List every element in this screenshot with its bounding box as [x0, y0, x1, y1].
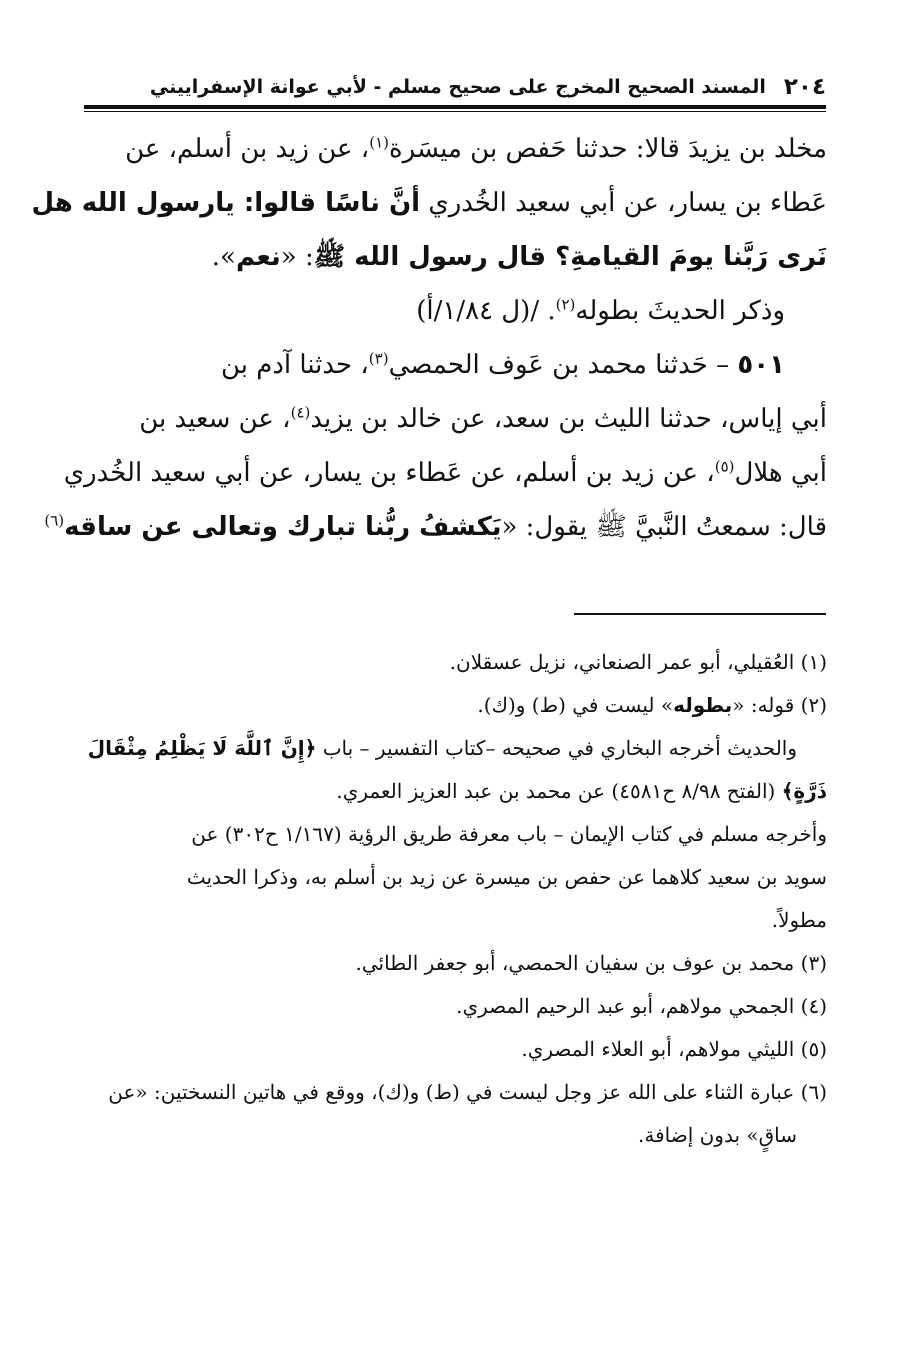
hadith-text: أنَّ ناسًا قالوا: يارسول الله هل — [31, 188, 421, 218]
running-header — [84, 66, 826, 108]
footnote-1: (١) العُقيلي، أبو عمر الصنعاني، نزيل عسقلان. — [449, 650, 827, 674]
text-span: ، عن سعيد بن — [139, 404, 291, 434]
footnote-ref: (١) — [369, 133, 389, 152]
manuscript-ref: . /(ل ١/٨٤/أ) — [416, 296, 556, 326]
footnote-2-cont: مطولاً. — [771, 908, 827, 932]
footnote-6: (٦) عبارة الثناء على الله عز وجل ليست في (ط) و(ك)، ووقع في هاتين النسختين: «عن — [108, 1080, 827, 1104]
hadith-number: ٥٠١ — [737, 350, 785, 380]
quoted-word: بطوله — [673, 693, 733, 717]
footnote-2-cont — [87, 727, 827, 770]
text-span: أبي هلال — [734, 458, 827, 488]
text-span: ، عن زيد بن أسلم، عن عَطاء بن يسار، عن أبي سعيد الخُدري — [63, 458, 715, 488]
text-span: (الفتح ٨/٩٨ ح٤٥٨١) عن محمد بن عبد العزيز العمري. — [336, 779, 782, 803]
page-number: ٢٠٤ — [783, 74, 826, 100]
footnotes — [87, 641, 827, 1157]
hadith-text: يَكشفُ ربُّنا تبارك وتعالى عن ساقه — [64, 512, 502, 542]
footnote-3: (٣) محمد بن عوف بن سفيان الحمصي، أبو جعفر الطائي. — [355, 951, 827, 975]
text-line — [80, 338, 827, 392]
footnote-4: (٤) الجمحي مولاهم، أبو عبد الرحيم المصري. — [456, 994, 827, 1018]
text-span: (٢) قوله: « — [732, 693, 827, 717]
text-span: – حَدثنا محمد بن عَوف الحمصي — [388, 350, 738, 380]
text-span: مخلد بن يزيدَ قالا: حدثنا حَفص بن ميسَرة — [388, 134, 827, 164]
header-rule-thin — [84, 111, 826, 112]
footnote-2-cont: سويد بن سعيد كلاهما عن حفص بن ميسرة عن زيد بن أسلم به، وذكرا الحديث — [186, 865, 827, 889]
text-span: عَطاء بن يسار، عن أبي سعيد الخُدري — [420, 188, 827, 218]
hadith-text: نَرى رَبَّنا يومَ القيامةِ؟ قال رسول الله ﷺ — [313, 242, 827, 272]
text-span: » ليست في (ط) و(ك). — [477, 693, 674, 717]
quran-verse: ذَرَّةٍ﴾ — [781, 779, 827, 803]
footnote-5: (٥) الليثي مولاهم، أبو العلاء المصري. — [521, 1037, 827, 1061]
footnote-2 — [92, 684, 827, 727]
text-line — [31, 176, 827, 230]
text-span: : « — [280, 242, 314, 272]
text-span: ، عن زيد بن أسلم، عن — [125, 134, 370, 164]
footnote-ref: (٦) — [44, 511, 65, 530]
text-line — [80, 122, 827, 176]
footnote-2-cont — [92, 770, 827, 813]
main-text — [31, 122, 827, 554]
footnote-ref: (٢) — [555, 295, 576, 314]
hadith-text: نعم — [235, 242, 281, 272]
footnote-6-cont: ساقٍ» بدون إضافة. — [637, 1123, 797, 1147]
text-span: وذكر الحديثَ بطوله — [575, 296, 785, 326]
running-title: المسند الصحيح المخرج على صحيح مسلم - لأبي عوانة الإسفراييني — [149, 76, 766, 98]
text-line — [63, 446, 827, 500]
text-line — [80, 284, 827, 338]
header-rule — [84, 105, 826, 109]
text-span: قال: سمعتُ النَّبيَّ ﷺ يقول: « — [501, 512, 827, 542]
text-span: أبي إياس، حدثنا الليث بن سعد، عن خالد بن يزيد — [310, 404, 827, 434]
footnote-ref: (٤) — [290, 403, 311, 422]
footnote-2-cont: وأخرجه مسلم في كتاب الإيمان – باب معرفة طريق الرؤية (١/١٦٧ ح٣٠٢) عن — [191, 822, 827, 846]
text-span: ، حدثنا آدم بن — [220, 350, 369, 380]
footnote-ref: (٥) — [714, 457, 735, 476]
footnote-ref: (٣) — [368, 349, 389, 368]
text-span: ». — [211, 242, 236, 272]
quran-verse: ﴿إِنَّ ٱللَّهَ لَا يَظْلِمُ مِثْقَالَ — [87, 736, 317, 760]
footnote-separator — [574, 613, 826, 615]
text-line — [80, 392, 827, 446]
text-span: والحديث أخرجه البخاري في صحيحه –كتاب التفسير – باب — [316, 736, 797, 760]
text-line — [80, 230, 827, 284]
text-line — [44, 500, 827, 554]
